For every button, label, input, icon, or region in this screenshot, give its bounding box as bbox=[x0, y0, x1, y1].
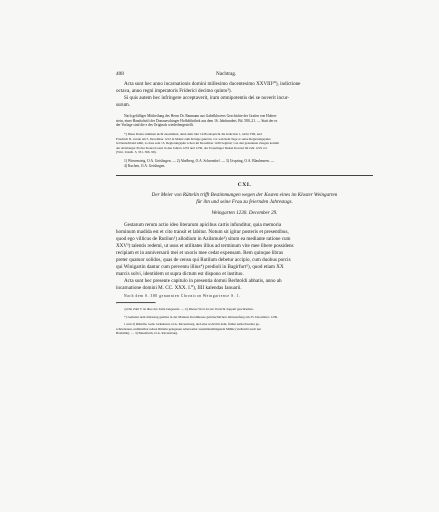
charter-title-line: Der Meier von Rüttelin trifft Bestimmungen wegen der Kosten eines im Kloster Weingarten bbox=[151, 191, 338, 198]
text-line: quod ego villicus de Rutilun¹) allodium in Azilsmule²) situm ea mediante ratione cum bbox=[116, 236, 291, 243]
note-line: 4) Kuchen, O.A. Geislingen. bbox=[124, 163, 166, 168]
text-line: hominum madida est et cito transit et labitur. Notum sit igitur posteris et presentibus, bbox=[116, 229, 289, 236]
text-line: qui Winigartin dantur cum preventu illius⁴) predioli in Bagirfurt⁵), quod etiam XX bbox=[116, 263, 284, 270]
star-footnote: *) Gemeint dem Jahrestag gemäss in der Mainzer Kreditkasse gebräuchlichen Jahresanfang am 25. December: 1230. bbox=[124, 314, 278, 319]
text-line: Acta sunt hec presente capitulo in presentia domni Berhtoldi abbatis, anno ab bbox=[124, 277, 282, 284]
numbered-footnotes bbox=[116, 159, 373, 169]
text-line: octava, anno regni imperatoris Friderici decimo quinto³). bbox=[116, 87, 232, 94]
letter-footnote: a) Die Zahl V ist über der Zeile beigesetzt. — b) Dieses Wort ist zur Vorsicht doppelt geschrieben. bbox=[124, 307, 254, 312]
page-header bbox=[116, 71, 373, 81]
charter-numbered-footnotes bbox=[116, 322, 373, 336]
note-line: *) Diese Daten stimmen nicht zusammen, denn dem Jahr 1228 entspricht die Indiction 1, nicht VIII, und bbox=[124, 132, 262, 137]
text-line: preter quatuor solidos, quas de censu qui Rutilum debetur accipio, cum duobus porcis bbox=[116, 256, 291, 263]
note-line: Nach gefälliger Mittheilung des Herrn Dr. Baumann aus Gabelkhovers Geschichte der Grafen von Hohen- bbox=[124, 113, 277, 118]
note-line: 1 und 2) Rüttelin, Gem. Grünkraut, O.A. Ravensburg, und eine wohl mit dem, früher Azilschweiler ge- bbox=[124, 322, 260, 327]
source-note bbox=[116, 114, 373, 129]
text-line: Gestarum rerum actio ideo literarum apicibus cartis infunditur, quia memoria bbox=[124, 222, 282, 229]
text-line: recipiam et in anniversarii mei et uxoris mee cedat expensam. Rem quinque libras bbox=[116, 250, 284, 256]
running-title: Nachtrag. bbox=[216, 71, 237, 77]
note-line: in Deutschland zählt, so dass sein 15. Regierungsjahr schon im December 1226 beginnt; von den genannten Zeugen kommt bbox=[116, 141, 280, 146]
charter-source: Nach dem S. 380 genannten Chronicon Weingartense S. 1. bbox=[124, 294, 241, 299]
note-line: der Abtsburger Probst Konrad sonst in den Jahren 1233 und 1236, der Ursprünger Dekan Konrad im Jahr 1219 vor bbox=[116, 145, 268, 150]
note-line: Friedrich II. wurde am 5. December 1212 in Mainz zum Könige gekrönt, vor welchem Tage er seine Regierungsjahre bbox=[116, 136, 271, 141]
note-line: (Wirt. Urkdb. 3, 331. 366. 99). bbox=[116, 150, 157, 155]
page-content bbox=[116, 71, 373, 336]
previous-charter-text bbox=[116, 81, 373, 109]
text-line: Acta sunt hec anno incarnationis domini millesimo ducentesimo XXVIII²⁰), indictione bbox=[124, 81, 301, 87]
text-line: surum. bbox=[116, 101, 131, 108]
note-line: Haslrülle). — 3) Baienfurth, O.A. Ravensburg. bbox=[116, 331, 179, 336]
text-line: incarnatione domini M. CC. XXX. I.⁰), IIII kalendas Ianuarii. bbox=[116, 284, 242, 291]
charter-body bbox=[116, 222, 373, 291]
note-line: der Vorlage sind die e des Originals wiederhergestellt. bbox=[116, 123, 194, 128]
charter-number: CXI. bbox=[237, 181, 252, 188]
note-line: schriebenen, unmittelbar neben Rütteln gelegenen Alterweiler zusammenhängende Mühle (vielleicht auch nur bbox=[116, 326, 262, 331]
text-line: marcis solvi, identidem ut supra dictum est dispono et instituo. bbox=[116, 270, 244, 277]
note-line: 1) Wiesensteig, O.A. Geislingen. — 2) Ahelberg, O.A. Schorndorf. — 3) Urspring, O.A. Blaubeuren. — bbox=[124, 158, 275, 163]
page-number: 408 bbox=[116, 71, 124, 77]
charter-place-date: Weingarten 1230. December 29. bbox=[211, 210, 278, 217]
text-line: Si quis autem hec infringere acceptaverit, iram omnipotentis dei se noverit incur- bbox=[124, 94, 290, 101]
charter-title-line: für ihn und seine Frau zu feiernden Jahrestags. bbox=[196, 198, 293, 205]
note-line: stein, einer Handschrift der Donaueschinger Hofbibliothek aus dem 16. Jahrhundert, Bd. 580–21. — Statt der es bbox=[116, 118, 278, 123]
footnote-star bbox=[116, 132, 373, 155]
text-line: XXV³) talentis redemi, ut usus et utilitates illius ad terminum vite mee libere possidens bbox=[116, 243, 294, 250]
